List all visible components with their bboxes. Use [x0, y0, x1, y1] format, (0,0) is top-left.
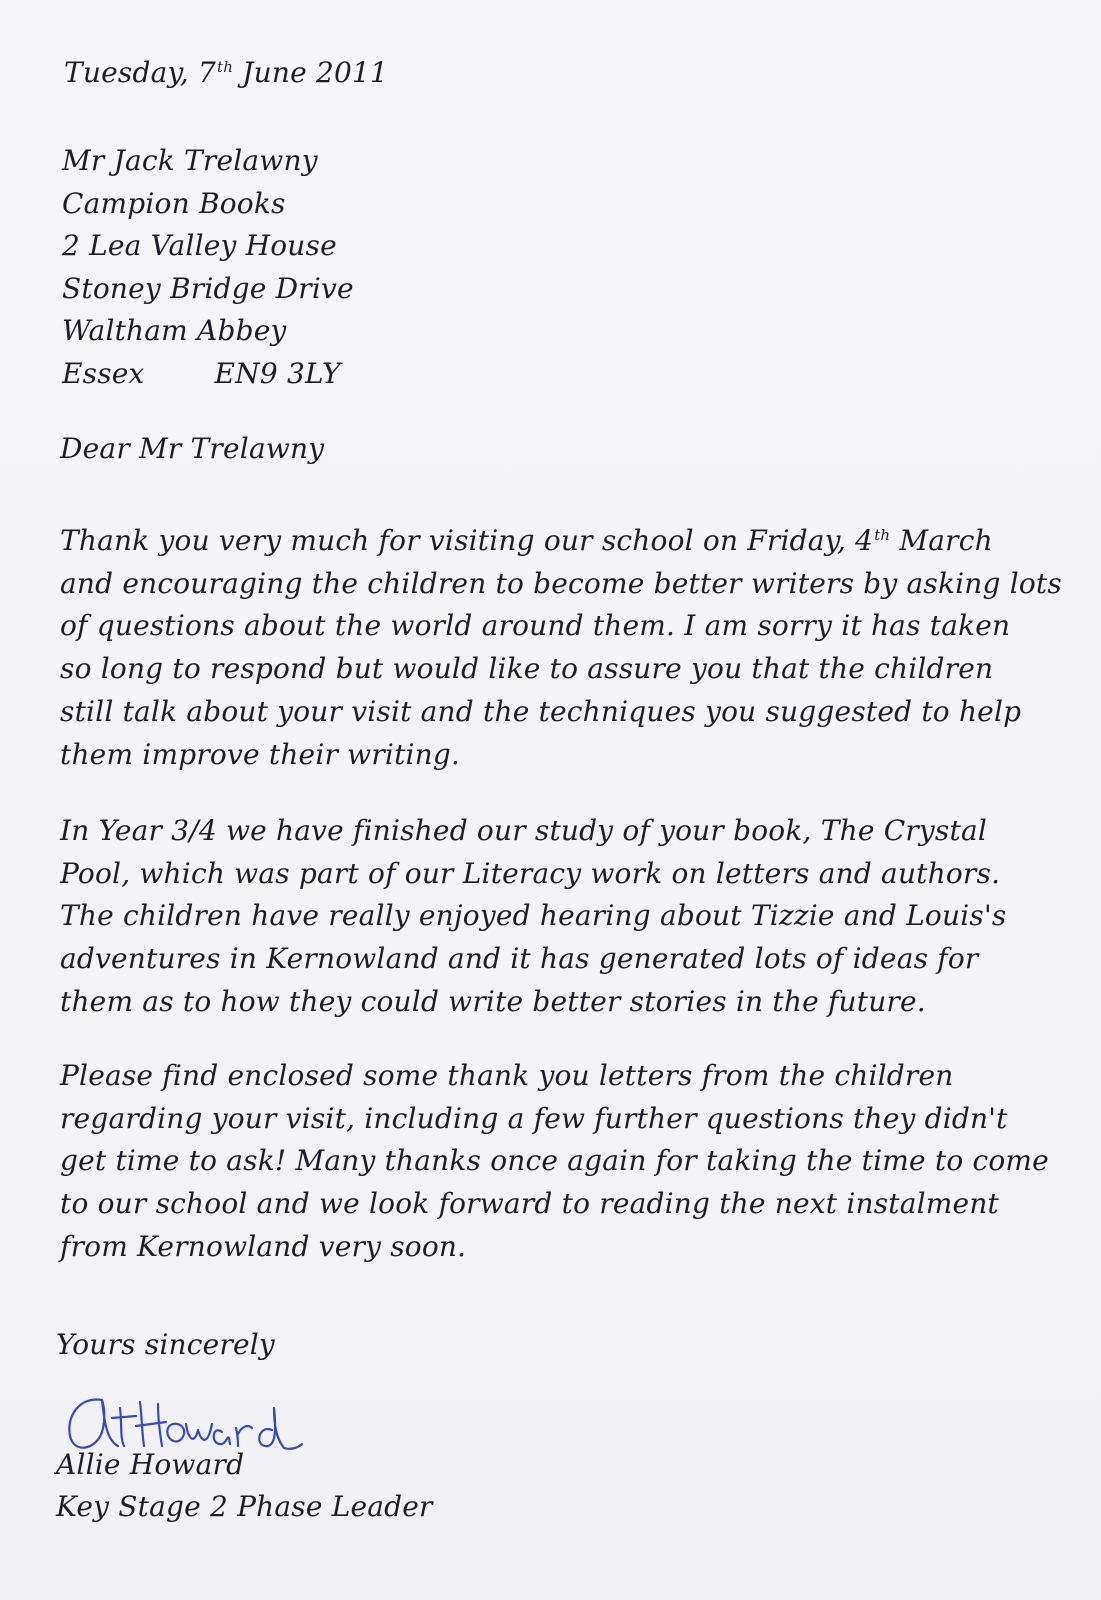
paragraph-line: from Kernowland very soon.: [60, 1229, 467, 1263]
paragraph-line: [60, 520, 1062, 563]
letter-closing: Yours sincerely: [56, 1328, 275, 1361]
paragraph-line: them improve their writing.: [60, 737, 461, 771]
book-title-part-2: Pool: [60, 856, 122, 890]
paragraph-line: get time to ask! Many thanks once again for taking the time to come: [60, 1144, 1049, 1178]
recipient-county-line: [62, 353, 354, 396]
paragraph-1-line-1-end: March: [890, 524, 993, 557]
paragraph-line: to our school and we look forward to reading the next instalment: [60, 1187, 1000, 1221]
date-ordinal: th: [216, 57, 234, 76]
paragraph-line: so long to respond but would like to assure you that the children: [60, 652, 994, 686]
body-paragraph-3: [60, 1055, 1049, 1269]
body-paragraph-2: [60, 810, 1006, 1024]
letter-date: [64, 56, 388, 89]
signatory-role: Key Stage 2 Phase Leader: [56, 1490, 433, 1523]
recipient-name: Mr Jack Trelawny: [62, 144, 318, 177]
book-title-part-1: The Crystal: [820, 814, 987, 847]
paragraph-line: adventures in Kernowland and it has generated lots of ideas for: [60, 942, 979, 976]
recipient-postcode: EN9 3LY: [214, 356, 341, 390]
paragraph-line: of questions about the world around them. I am sorry it has taken: [60, 609, 1011, 643]
paragraph-2-line-2: , which was part of our Literacy work on letters and authors.: [121, 856, 1001, 890]
paragraph-line: and encouraging the children to become better writers by asking lots: [60, 566, 1062, 600]
recipient-town: Waltham Abbey: [62, 314, 287, 347]
paragraph-line: [60, 853, 1006, 896]
body-paragraph-1: [60, 520, 1062, 776]
paragraph-1-ordinal: th: [874, 525, 891, 544]
letter-greeting: Dear Mr Trelawny: [60, 432, 325, 465]
recipient-company: Campion Books: [62, 186, 286, 220]
recipient-county: Essex: [62, 356, 145, 390]
date-month-year: June 2011: [233, 56, 388, 89]
paragraph-line: regarding your visit, including a few further questions they didn't: [60, 1101, 1008, 1135]
recipient-address: [62, 140, 354, 395]
paragraph-line: still talk about your visit and the techniques you suggested to help: [60, 694, 1022, 728]
recipient-road: Stoney Bridge Drive: [62, 271, 354, 305]
paragraph-line: [60, 810, 1006, 853]
recipient-street: 2 Lea Valley House: [62, 229, 337, 262]
paragraph-line: Please find enclosed some thank you letters from the children: [60, 1059, 954, 1092]
paragraph-line: The children have really enjoyed hearing about Tizzie and Louis's: [60, 899, 1007, 933]
signatory-name: Allie Howard: [56, 1448, 245, 1481]
paragraph-1-line-1: Thank you very much for visiting our school on Friday, 4: [60, 524, 874, 557]
paragraph-line: them as to how they could write better stories in the future.: [60, 984, 926, 1018]
date-day: Tuesday, 7: [64, 56, 216, 89]
paragraph-2-line-1: In Year 3/4 we have finished our study of your book,: [60, 814, 821, 847]
